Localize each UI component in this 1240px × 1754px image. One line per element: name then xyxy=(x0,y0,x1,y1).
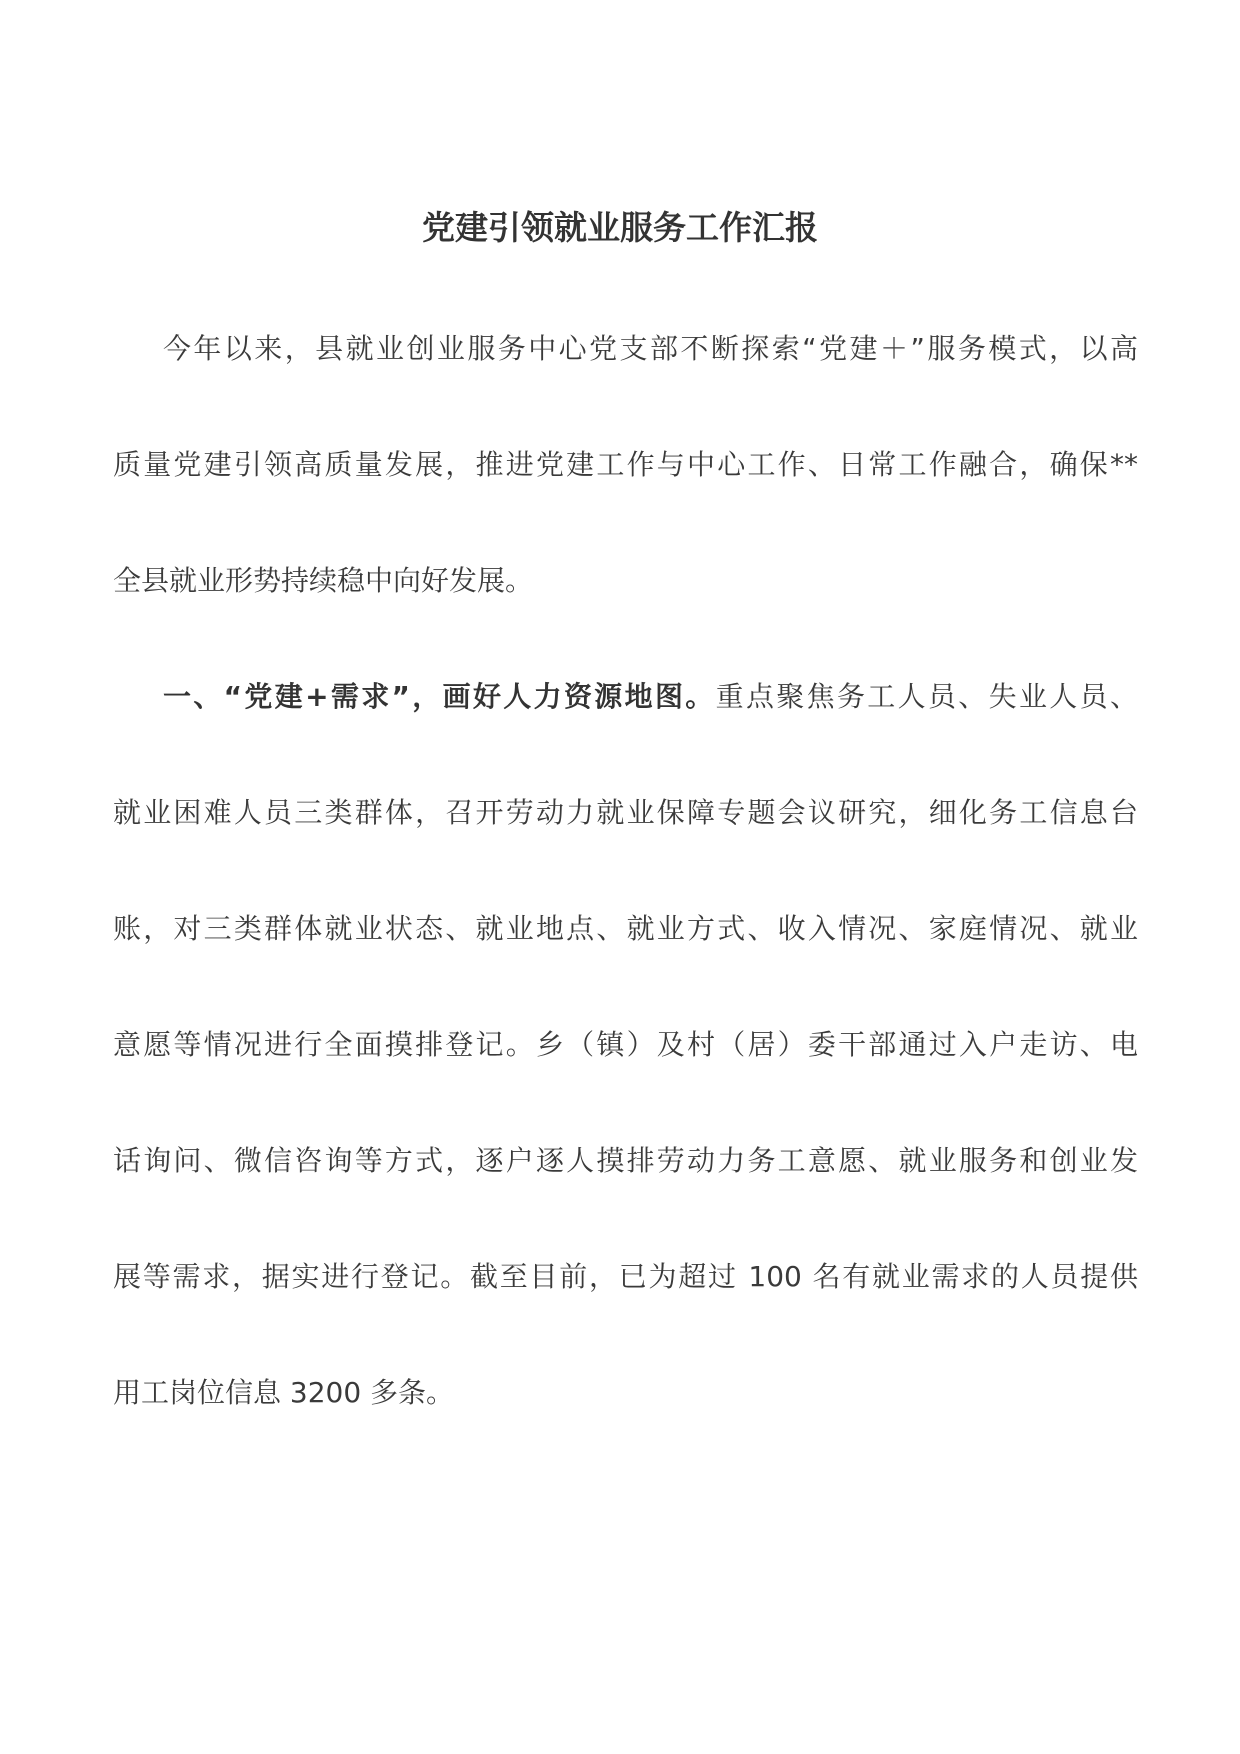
section1-heading: 一、“党建+需求”，画好人力资源地图。 xyxy=(163,680,716,713)
section1-line-7: 用工岗位信息 3200 多条。 xyxy=(113,1376,455,1409)
section1-first-line-text: 重点聚焦务工人员、失业人员、 xyxy=(715,680,1138,713)
intro-line-3: 全县就业形势持续稳中向好发展。 xyxy=(113,564,534,597)
section1-line-2: 就业困难人员三类群体，召开劳动力就业保障专题会议研究，细化务工信息台 xyxy=(113,796,1138,829)
intro-line-1: 今年以来，县就业创业服务中心党支部不断探索“党建＋”服务模式，以高 xyxy=(163,332,1138,365)
section1-line-3: 账，对三类群体就业状态、就业地点、就业方式、收入情况、家庭情况、就业 xyxy=(113,912,1138,945)
section1-line-4: 意愿等情况进行全面摸排登记。乡（镇）及村（居）委干部通过入户走访、电 xyxy=(113,1028,1138,1061)
intro-line-2: 质量党建引领高质量发展，推进党建工作与中心工作、日常工作融合，确保** xyxy=(113,448,1138,481)
section1-line-5: 话询问、微信咨询等方式，逐户逐人摸排劳动力务工意愿、就业服务和创业发 xyxy=(113,1144,1138,1177)
section1-first-line xyxy=(163,667,1138,727)
document-title: 党建引领就业服务工作汇报 xyxy=(422,208,818,247)
section1-line-6: 展等需求，据实进行登记。截至目前，已为超过 100 名有就业需求的人员提供 xyxy=(113,1260,1138,1293)
